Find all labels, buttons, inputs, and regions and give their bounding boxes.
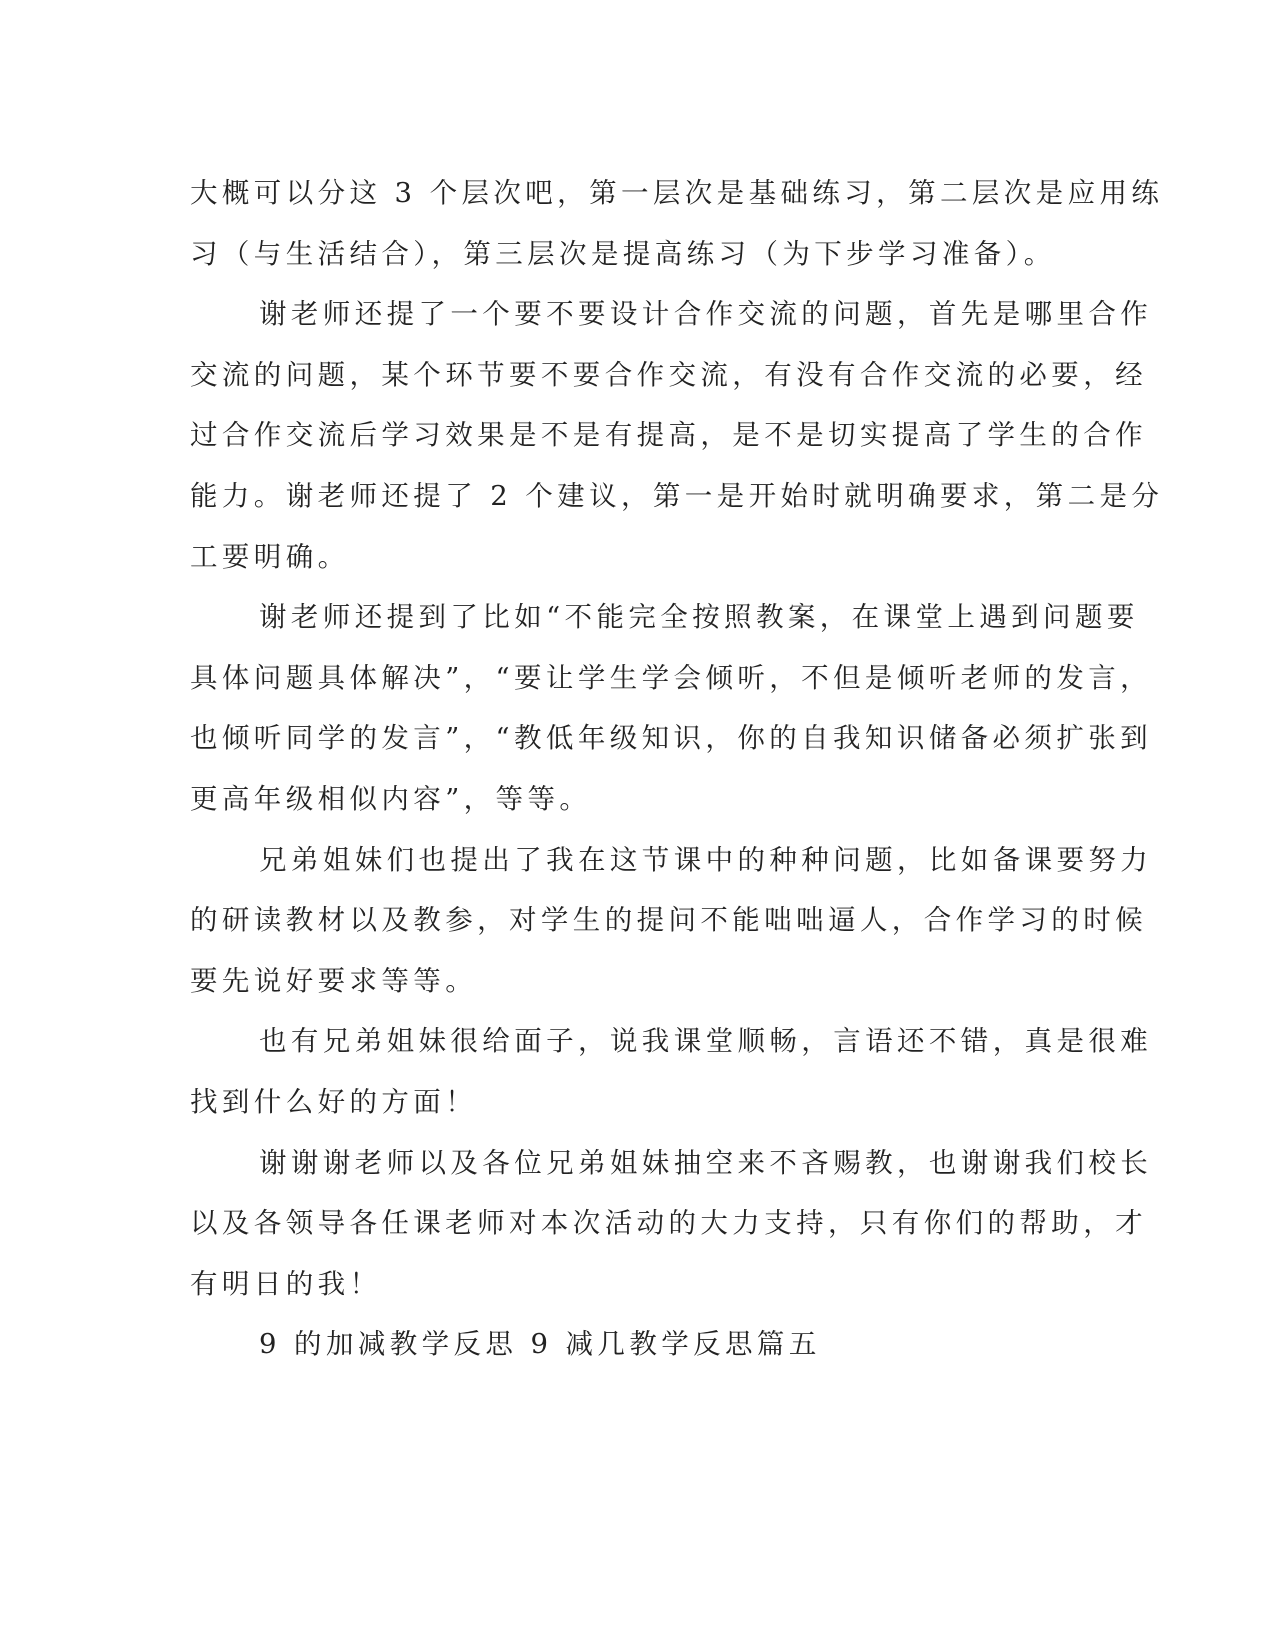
text-line: 有明日的我！ [190, 1267, 382, 1300]
text-line: 也倾听同学的发言”，“教低年级知识，你的自我知识储备必须扩张到 [190, 722, 1153, 755]
text-line: 谢谢谢老师以及各位兄弟姐妹抽空来不吝赐教，也谢谢我们校长 [259, 1146, 1153, 1179]
paragraph-5 [190, 1011, 1153, 1132]
text-line: 工要明确。 [190, 540, 350, 573]
text-line: 具体问题具体解决”，“要让学生学会倾听，不但是倾听老师的发言， [190, 661, 1153, 694]
text-line: 谢老师还提了一个要不要设计合作交流的问题，首先是哪里合作 [259, 298, 1153, 331]
text-line: 9 的加减教学反思 9 减几教学反思篇五 [259, 1328, 821, 1361]
text-line: 也有兄弟姐妹很给面子，说我课堂顺畅，言语还不错，真是很难 [259, 1025, 1153, 1058]
paragraph-6 [190, 1133, 1153, 1315]
paragraph-3 [190, 587, 1153, 829]
text-line: 过合作交流后学习效果是不是有提高，是不是切实提高了学生的合作 [190, 419, 1147, 452]
document-body [190, 163, 1164, 1375]
text-line: 习（与生活结合），第三层次是提高练习（为下步学习准备）。 [190, 237, 1056, 270]
text-line: 要先说好要求等等。 [190, 964, 478, 997]
section-heading [190, 1314, 1080, 1375]
text-line: 谢老师还提到了比如“不能完全按照教案，在课堂上遇到问题要 [259, 601, 1139, 634]
text-line: 以及各领导各任课老师对本次活动的大力支持，只有你们的帮助，才 [190, 1207, 1147, 1240]
paragraph-1 [190, 163, 1164, 284]
text-line: 兄弟姐妹们也提出了我在这节课中的种种问题，比如备课要努力 [259, 843, 1153, 876]
text-line: 的研读教材以及教参，对学生的提问不能咄咄逼人，合作学习的时候 [190, 904, 1147, 937]
paragraph-4 [190, 830, 1153, 1012]
text-line: 交流的问题，某个环节要不要合作交流，有没有合作交流的必要，经 [190, 358, 1147, 391]
text-line: 能力。谢老师还提了 2 个建议，第一是开始时就明确要求，第二是分 [190, 479, 1164, 512]
text-line: 更高年级相似内容”，等等。 [190, 782, 592, 815]
text-line: 找到什么好的方面！ [190, 1085, 478, 1118]
text-line: 大概可以分这 3 个层次吧，第一层次是基础练习，第二层次是应用练 [190, 177, 1164, 209]
paragraph-2 [190, 284, 1164, 587]
